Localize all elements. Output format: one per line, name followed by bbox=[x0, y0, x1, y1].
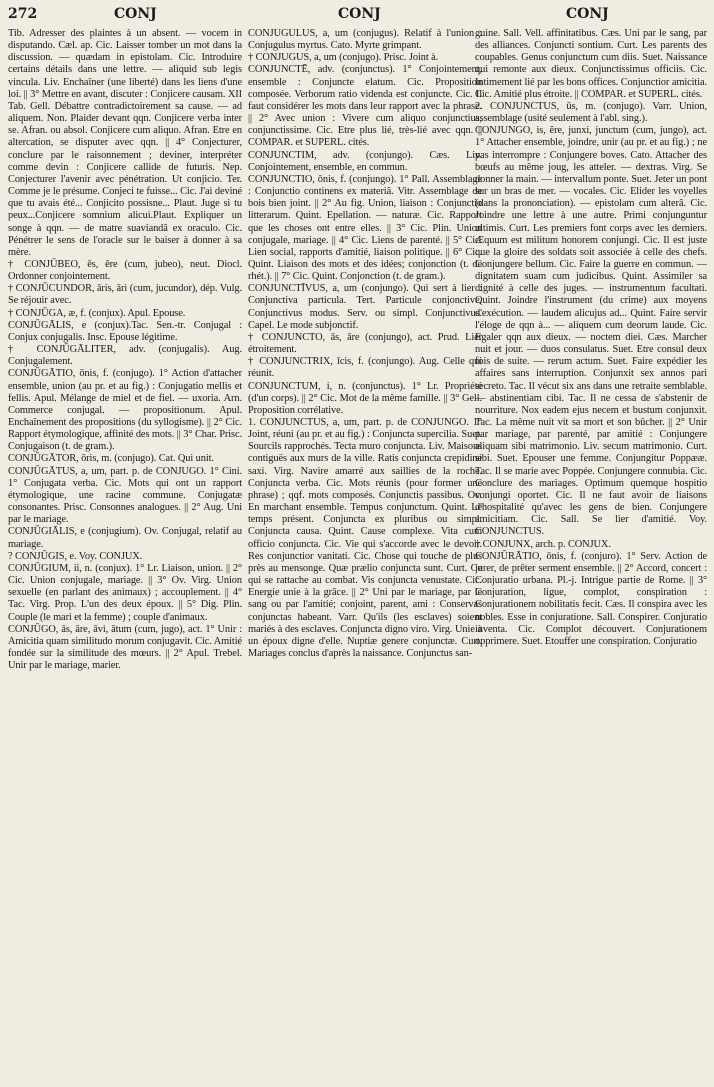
dictionary-entry: Tib. Adresser des plaintes à un absent. — vocem in disputando. Cæl. ap. Cic. Laisser tomber un mot dans la discussion. — quædam in epistolam. Cic. Introduire certains détails dans une lettre. — aliquid sub legis vincula. Liv. Enchaîner (une liberté) dans les liens d'une loi. || 3° Mettre en avant, discuter : Conjicere causam. XII Tab. Gell. Débattre contradictoirement sa cause. — ad aliquem. Non. Plaider devant qqn. Conjicere verba inter se. Afran. ou absol. Conjicere cum aliquo. Afran. Etre en altercation, se disputer avec qqn. || 4° Conjecturer, conclure par le raisonnement ; deviner, interpréter comme devin : Conjicere callide de futuris. Nep. Conjecturer l'avenir avec pénétration. Ut conjicio. Ter. Comme je le présume. Conjeci te fuisse... Cic. J'ai deviné que tu avais été... Conjicito possisne... Plaut. Juge si tu peux...Conjicere somnium alicui.Plaut. Expliquer un songe à qqn. — de matre suaviandâ ex oraculo. Cic. Pénétrer le sens de l'oracle sur le baiser à donner à sa mère. bbox=[8, 28, 242, 258]
column-middle bbox=[248, 28, 482, 1080]
dictionary-entry: CONJŪGĀTUS, a, um, part. p. de CONJUGO. 1° Cini. 1° Conjugata verba. Cic. Mots qui ont un rapport étymologique, une racine commune. Conjugatæ consonantes. Prisc. Consonnes analogues. || 2° Aug. Uni par le mariage. bbox=[8, 465, 242, 526]
dictionary-entry: ? CONJŪGIS, e. Voy. CONJUX. bbox=[8, 550, 143, 562]
dictionary-entry: † CONJŪBEO, ēs, ēre (cum, jubeo), neut. Diocl. Ordonner conjointement. bbox=[8, 258, 242, 283]
dictionary-entry: † CONJŪGĀLITER, adv. (conjugalis). Aug. Conjugalement. bbox=[8, 344, 242, 368]
column-right bbox=[475, 28, 707, 1080]
dictionary-entry: CONJUNCTIO, ōnis, f. (conjungo). 1° Pall. Assemblage : Conjunctio continens ex materiâ. Vitr. Assemblage de bois bien joint. || 2° Au fig. Union, liaison : Conjunctio litterarum. Quint. Epellation. — naturæ. Cic. Rapport que les choses ont entre elles. || 3° Cic. Plin. Union conjugale, mariage. || 4° Cic. Liens de parenté. || 5° Cic. Lien social, rapports d'amitié, liaison politique. || 6° Cic. Quint. Liaison des mots et des idées; conjonction (t. de rhét.). || 7° Cic. Quint. Conjonction (t. de gram.). bbox=[248, 173, 482, 283]
dictionary-entry: CONJŪGĀTIO, ōnis, f. (conjugo). 1° Action d'attacher ensemble, union (au pr. et au fig.) : Conjugatio mellis et fellis. Apul. Mélange de miel et de fiel. — uxoria. Arn. Commerce conjugal. — propositionum. Apul. Enchaînement des propositions (du syllogisme). || 2° Cic. Rapport étymologique, affinité des mots. || 3° Char. Prisc. Conjugaison (t. de gram.). bbox=[8, 368, 242, 453]
dictionary-entry: CONJŪGĀTOR, ōris, m. (conjugo). Cat. Qui unit. bbox=[8, 453, 214, 465]
dictionary-entry: † CONJUNCTRIX, īcis, f. (conjungo). Aug. Celle qui réunit. bbox=[248, 356, 482, 380]
dictionary-entry: CONJŪGĀLIS, e (conjux).Tac. Sen.-tr. Conjugal : Conjux conjugalis. Insc. Epouse légitime. bbox=[8, 319, 242, 343]
guide-word-left: CONJ bbox=[114, 6, 157, 22]
dictionary-entry: CONJUNCTĒ, adv. (conjunctus). 1° Conjointement, ensemble : Conjuncte elatum. Cic. Proposition composée. Verborum ratio videnda est conjuncte. Cic. Il faut considérer les mots dans leur rapport avec la phrase. || 2° Avec union : Vivere cum aliquo conjunctius, conjunctissime. Cic. Etre plus lié, très-lié avec qqn. || COMPAR. et SUPERL. cités. bbox=[248, 64, 482, 149]
dictionary-entry: CONJŪRĀTIO, ōnis, f. (conjuro). 1° Serv. Action de jurer, de prêter serment ensemble. || 2° Accord, concert : Conjuratio urbana. Pl.-j. Intrigue partie de Rome. || 3° Conjuration, ligue, complot, conspiration : Conjurationem nobilitatis fecit. Cæs. Il conspira avec les nobles. Esse in conjuratione. Sall. Conspirer. Conjuratio inventa. Cic. Complot découvert. Conjurationem opprimere. Suet. Etouffer une conspiration. Conjuratio bbox=[475, 550, 707, 647]
dictionary-entry: † CONJUNX, arch. p. CONJUX. bbox=[475, 538, 611, 550]
dictionary-entry: CONJŪGIUM, ii, n. (conjux). 1° Lr. Liaison, union. || 2° Cic. Union conjugale, mariage. || 3° Ov. Virg. Union sexuelle (en parlant des animaux) ; accouplement. || 4° Tac. Virg. Prop. L'un des deux époux. || 5° Dig. Plin. Couple (le mari et la femme) ; couple d'animaux. bbox=[8, 562, 242, 623]
running-header bbox=[0, 6, 714, 26]
dictionary-entry: CONJŪGIĀLIS, e (conjugium). Ov. Conjugal, relatif au mariage. bbox=[8, 526, 242, 550]
dictionary-entry: 1. CONJUNCTUS, a, um, part. p. de CONJUNGO. 1° Joint, réuni (au pr. et au fig.) : Conjuncta supercilia. Suet. Sourcils rapprochés. Tecta muro conjuncta. Liv. Maisons contiguës aux murs de la ville. Ratis conjuncta crepidine saxi. Virg. Navire amarré aux saillies de la roche. Conjuncta verba. Cic. Mots réunis (pour former une phrase) ; qqf. mots composés. Conjunctis passibus. Ov. En marchant ensemble. Tempus conjunctum. Quint. Le temps présent. Conjuncta ex pluribus ou simpl. Conjuncta causa. Quint. Cause complexe. Vita cum officio conjuncta. Cic. Vie qui s'accorde avec le devoir. Res conjunctior vanitati. Cic. Chose qui touche de plus près au mensonge. Quæ prælio conjuncta sunt. Curt. Ce qui se rattache au combat. Vis conjuncta venustate. Cic. Energie unie à la grâce. || 2° Uni par le mariage, par le sang ou par l'amitié; conjoint, parent, ami : Conservas conjunctas habeant. Varr. Qu'ils (les esclaves) soient mariés à des esclaves. Conjuncta digno viro. Virg. Unie à un époux digne d'elle. Nuptiæ genere conjunctæ. Curt. Mariages conclus d'après la naissance. Conjunctus san- bbox=[248, 417, 482, 659]
dictionary-entry: CONJUNCTĪVUS, a, um (conjungo). Qui sert à lier : Conjunctiva particula. Tert. Particule conjonctive. Conjunctivus modus. Serv. ou simpl. Conjunctivus. Capel. Le mode subjonctif. bbox=[248, 283, 482, 331]
dictionary-entry: 2. CONJUNCTUS, ūs, m. (conjugo). Varr. Union, assemblage (usité seulement à l'abl. sing.). bbox=[475, 100, 707, 125]
dictionary-entry: † CONJUNCTO, ās, āre (conjungo), act. Prud. Lier étroitement. bbox=[248, 331, 482, 356]
dictionary-entry: CONJUNGO, is, ĕre, junxi, junctum (cum, jungo), act. 1° Attacher ensemble, joindre, unir (au pr. et au fig.) ; ne pas interrompre : Conjungere boves. Cato. Attacher des bœufs au même joug, les atteler. — dextras. Virg. Se donner la main. — intervallum ponte. Suet. Jeter un pont sur un bras de mer. — vocales. Cic. Elider les voyelles (dans la prononciation). — epistolam cum alterâ. Cic. Joindre une lettre à une autre. Primi conjunguntur ultimis. Curt. Les premiers font corps avec les derniers. Æquum est militum honorem conjungi. Cic. Il est juste que la gloire des soldats soit associée à celle des chefs. Conjungere bellum. Cic. Faire la guerre en commun. — dignitatem suam cum judicibus. Quint. Assimiler sa dignité à celle des juges. — instrumentum facultati. Quint. Joindre l'instrument (du crime) aux moyens d'exécution. — laudem alicujus ad... Quint. Faire servir l'éloge de qqn à... — aliquem cum deorum laude. Cic. Egaler qqn aux dieux. — noctem diei. Cæs. Marcher nuit et jour. — duos consulatus. Suet. Etre consul deux fois de suite. — rerum actum. Suet. Faire expédier les affaires sans interruption. Conjunxit sex annos pari secreto. Tac. Il vécut six ans dans une retraite semblable. — abstinentiam cibi. Tac. Il ne cessa de s'abstenir de nourriture. Nox eadem ejus necem et bustum conjunxit. Tac. La même nuit vit sa mort et son bûcher. || 2° Unir par mariage, par parenté, par amitié : Conjungere aliquam sibi matrimonio. Liv. secum matrimonio. Curt. sibi. Suet. Epouser une femme. Conjungitur Poppææ. Tac. Il se marie avec Poppée. Conjungere connubia. Cic. Conclure des mariages. Optimum quemque hospitio conjungi oportet. Cic. Il ne faut avoir de liaisons d'hospitalité qu'avec les gens de bien. Conjungere amicitiam. Cic. Sall. Se lier d'amitié. Voy. CONJUNCTUS. bbox=[475, 125, 707, 538]
dictionary-entry: CONJŪGO, ās, āre, āvi, ātum (cum, jugo), act. 1° Unir : Amicitia quam similitudo morum conjugavit. Cic. Amitié fondée sur la similitude des mœurs. || 2° Apul. Trebel. Unir par le mariage, marier. bbox=[8, 623, 242, 672]
dictionary-entry: † CONJUGUS, a, um (conjugo). Prisc. Joint à. bbox=[248, 52, 439, 64]
dictionary-entry: CONJŪGŬLUS, a, um (conjugus). Relatif à l'union : Conjugulus myrtus. Cato. Myrte grimpant. bbox=[248, 28, 482, 52]
dictionary-entry: guine. Sall. Vell. affinitatibus. Cæs. Uni par le sang, par des alliances. Conjuncti sontium. Curt. Les parents des coupables. Genus conjunctum cum diis. Suet. Naissance qui remonte aux dieux. Conjunctissimus officiis. Cic. Intimement lié par les bons offices. Conjunctior amicitia. Cic. Amitié plus étroite. || COMPAR. et SUPERL. cités. bbox=[475, 28, 707, 100]
dictionary-entry: † CONJŪCUNDOR, āris, āri (cum, jucundor), dép. Vulg. Se réjouir avec. bbox=[8, 283, 242, 307]
dictionary-entry: † CONJŪGA, æ, f. (conjux). Apul. Epouse. bbox=[8, 307, 186, 319]
dictionary-entry: CONJUNCTIM, adv. (conjungo). Cæs. Liv. Conjointement, ensemble, en commun. bbox=[248, 149, 482, 173]
page-number: 272 bbox=[8, 6, 38, 22]
column-left bbox=[8, 28, 242, 1080]
guide-word-center: CONJ bbox=[338, 6, 381, 22]
guide-word-right: CONJ bbox=[566, 6, 609, 22]
dictionary-entry: CONJUNCTUM, i, n. (conjunctus). 1° Lr. Propriété (d'un corps). || 2° Cic. Mot de la même famille. || 3° Gell. Proposition corrélative. bbox=[248, 380, 482, 416]
